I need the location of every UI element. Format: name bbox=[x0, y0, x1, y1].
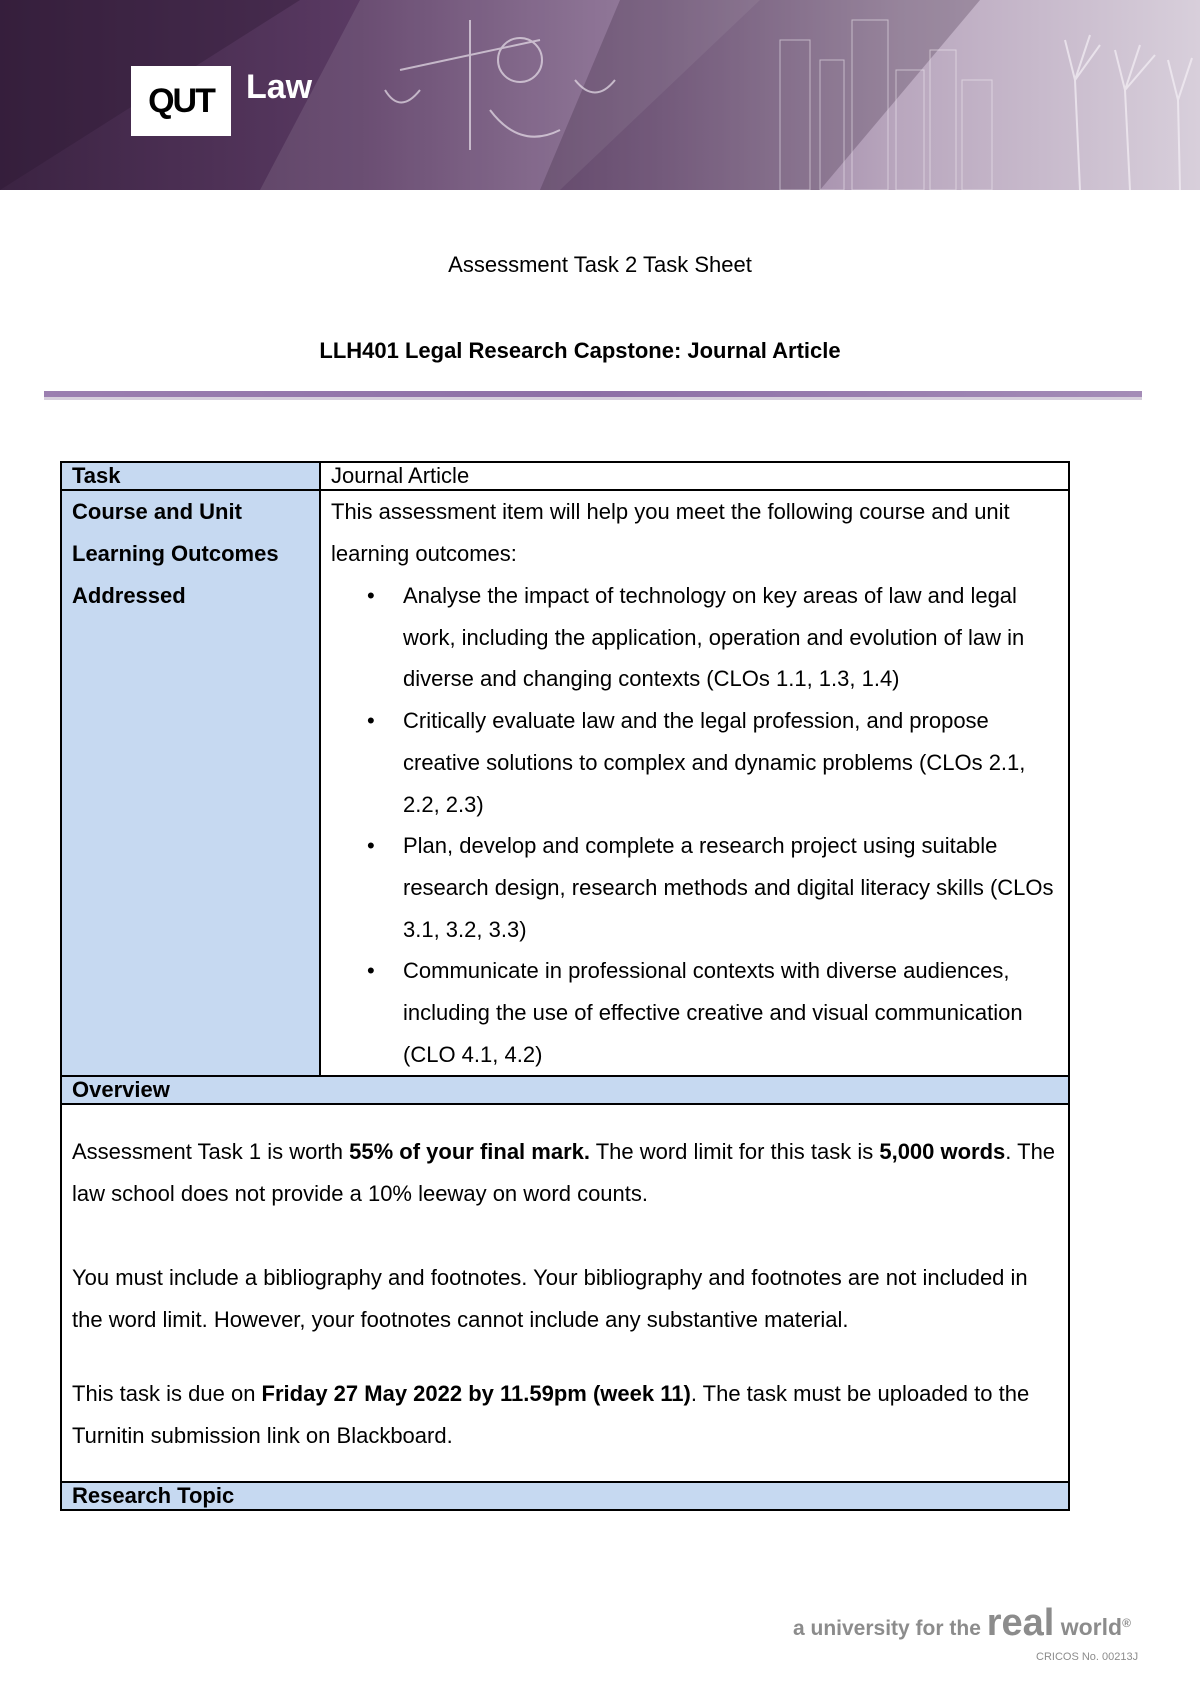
outcome-item: • Critically evaluate law and the legal profession, and propose creative solutions to complex and dynamic problems (CLOs 2.1, 2.2, 2.3) bbox=[403, 700, 1058, 825]
law-logo-text: Law bbox=[246, 68, 313, 106]
outcomes-cell bbox=[320, 490, 1069, 1076]
task-label: Task bbox=[61, 462, 320, 490]
outcomes-intro: This assessment item will help you meet the following course and unit learning outcomes: bbox=[331, 499, 1010, 566]
tagline-real: real bbox=[986, 1602, 1055, 1644]
overview-paragraph-due bbox=[72, 1373, 1058, 1457]
paragraph-gap bbox=[72, 1215, 1058, 1257]
outcome-item: • Communicate in professional contexts with diverse audiences, including the use of effective creative and visual communication (CLO 4.1, 4.2) bbox=[403, 950, 1058, 1075]
document-subtitle: LLH401 Legal Research Capstone: Journal Article bbox=[319, 338, 841, 363]
task-table bbox=[60, 461, 1070, 1511]
outcome-item: • Plan, develop and complete a research project using suitable research design, research methods and digital literacy skills (CLOs 3.1, 3.2, 3.3) bbox=[403, 825, 1058, 950]
overview-body-row bbox=[61, 1104, 1069, 1482]
overview-text: The word limit for this task is bbox=[590, 1139, 880, 1165]
overview-text: Assessment Task 1 is worth bbox=[72, 1139, 350, 1165]
paragraph-gap bbox=[72, 1341, 1058, 1373]
task-row bbox=[61, 462, 1069, 490]
document-title: Assessment Task 2 Task Sheet bbox=[448, 252, 752, 277]
overview-text: This task is due on bbox=[72, 1381, 262, 1407]
registered-mark: ® bbox=[1122, 1616, 1131, 1630]
tagline-world: world bbox=[1054, 1614, 1123, 1640]
header-banner bbox=[0, 0, 1200, 190]
overview-emphasis: Friday 27 May 2022 by 11.59pm (week 11) bbox=[261, 1381, 691, 1407]
footer-tagline bbox=[793, 1602, 1131, 1645]
outcomes-row bbox=[61, 490, 1069, 1076]
overview-emphasis: 5,000 words bbox=[879, 1139, 1006, 1165]
research-topic-label: Research Topic bbox=[61, 1482, 1069, 1510]
task-value: Journal Article bbox=[320, 462, 1069, 490]
overview-paragraph-bibliography: You must include a bibliography and footnotes. Your bibliography and footnotes are not included in the word limit. However, your footnotes cannot include any substantive material. bbox=[72, 1265, 1028, 1333]
title-divider-shadow bbox=[44, 397, 1142, 400]
overview-paragraph-weight bbox=[72, 1131, 1058, 1215]
overview-text: . The law school does not provide a 10% leeway on word counts. bbox=[72, 1139, 1056, 1207]
overview-label: Overview bbox=[61, 1076, 1069, 1104]
overview-text: . The task must be uploaded to the Turnitin submission link on Blackboard. bbox=[72, 1381, 1030, 1449]
overview-body bbox=[61, 1104, 1069, 1482]
outcome-item: • Analyse the impact of technology on key areas of law and legal work, including the application, operation and evolution of law in diverse and changing contexts (CLOs 1.1, 1.3, 1.4) bbox=[403, 575, 1058, 700]
overview-header-row bbox=[61, 1076, 1069, 1104]
outcomes-list bbox=[331, 575, 1058, 1075]
overview-emphasis: 55% of your final mark. bbox=[349, 1139, 590, 1165]
outcomes-label: Course and Unit Learning Outcomes Addressed bbox=[61, 490, 320, 1076]
research-topic-header-row bbox=[61, 1482, 1069, 1510]
tagline-text: a university for the bbox=[793, 1617, 987, 1640]
qut-logo-text: QUT bbox=[148, 81, 214, 120]
cricos-number: CRICOS No. 00213J bbox=[1036, 1651, 1139, 1663]
qut-logo bbox=[131, 66, 231, 136]
